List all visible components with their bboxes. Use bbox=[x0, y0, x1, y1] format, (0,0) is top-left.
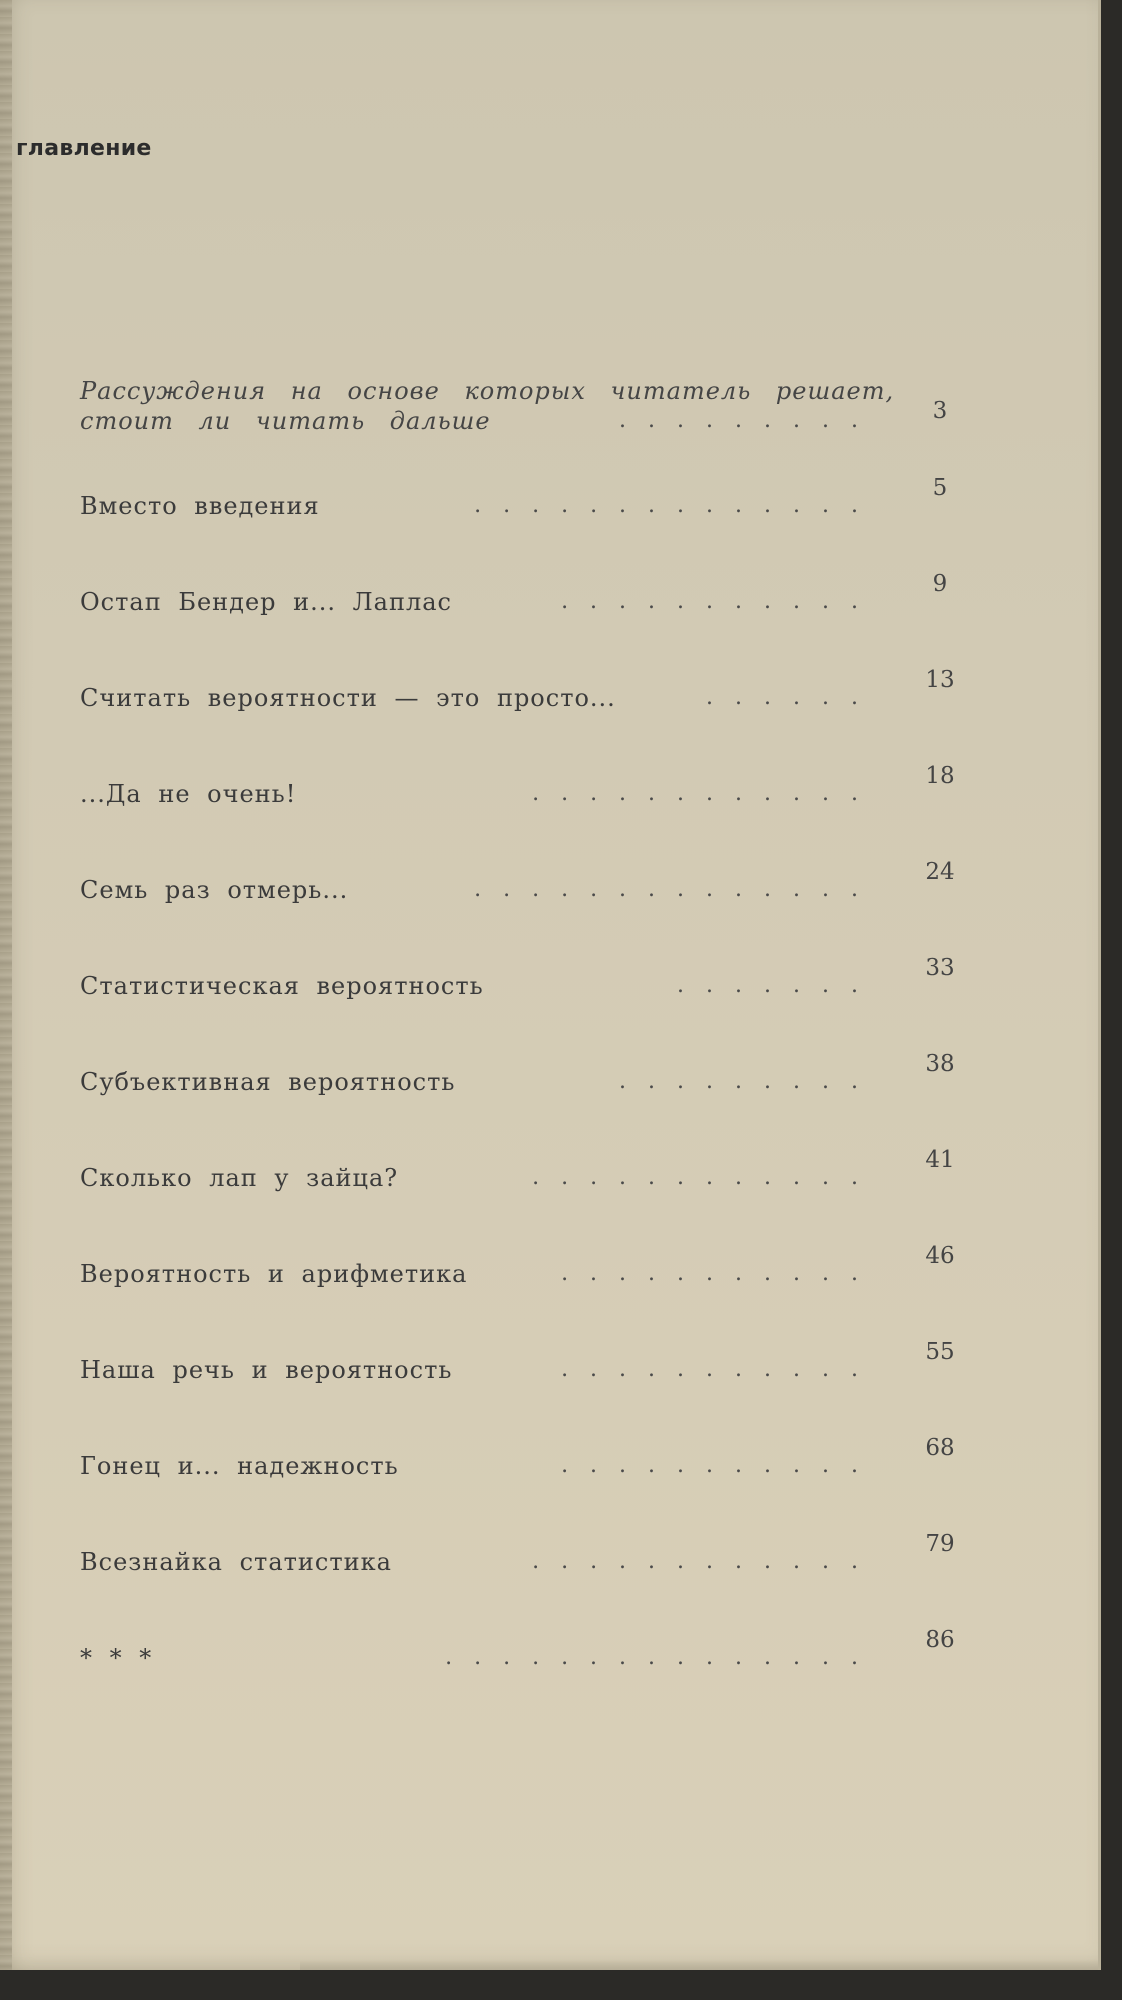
toc-entry-title-line: Субъективная вероятность bbox=[80, 1068, 456, 1096]
dot-leader: ............ bbox=[532, 781, 880, 806]
dot-leader: ............ bbox=[532, 1549, 880, 1574]
dot-leader: ........... bbox=[561, 1453, 880, 1478]
toc-page-number: 38 bbox=[925, 1051, 955, 1077]
toc-entry-title bbox=[80, 683, 616, 713]
toc-entry-title-line: Сколько лап у зайца? bbox=[80, 1164, 399, 1192]
dot-leader: ............ bbox=[532, 1165, 880, 1190]
dot-leader: .............. bbox=[474, 877, 880, 902]
toc-entry-title-line: Вместо введения bbox=[80, 492, 320, 520]
toc-entry-title bbox=[80, 491, 320, 521]
toc-entry-title bbox=[80, 587, 452, 617]
toc-entry bbox=[80, 859, 980, 971]
toc-entry-title-line: Считать вероятности — это просто... bbox=[80, 684, 616, 712]
toc-entry-title-line: Остап Бендер и... Лаплас bbox=[80, 588, 452, 616]
page-bottom-edge bbox=[300, 1960, 1098, 1970]
dot-leader: ........... bbox=[561, 589, 880, 614]
toc-entry bbox=[80, 1435, 980, 1547]
toc-entry-title-line: Гонец и... надежность bbox=[80, 1452, 399, 1480]
toc-entry-title bbox=[80, 875, 348, 905]
toc-entry bbox=[80, 1051, 980, 1163]
toc-entry-title-line: Семь раз отмерь... bbox=[80, 876, 349, 904]
toc-page-number: 33 bbox=[925, 955, 955, 981]
toc-page-number: 55 bbox=[925, 1339, 955, 1365]
toc-entry-title bbox=[80, 1451, 399, 1481]
toc-entry-title bbox=[80, 1643, 152, 1673]
toc-page-number: 9 bbox=[932, 571, 948, 597]
dot-leader: ............... bbox=[445, 1645, 880, 1670]
toc-entry-title-line: * * * bbox=[80, 1644, 153, 1672]
toc-page-number: 68 bbox=[925, 1435, 955, 1461]
toc-entry-title-line: Вероятность и арифметика bbox=[80, 1260, 468, 1288]
toc-entry bbox=[80, 1339, 980, 1451]
toc-entry-title bbox=[80, 779, 296, 809]
dot-leader: .............. bbox=[474, 493, 880, 518]
toc-page-number: 3 bbox=[932, 398, 948, 424]
dot-leader: ......... bbox=[619, 408, 880, 433]
toc-entry-title bbox=[80, 971, 484, 1001]
toc-entry-title bbox=[80, 1067, 455, 1097]
toc-entry-title-line: Статистическая вероятность bbox=[80, 972, 484, 1000]
dot-leader: ........... bbox=[561, 1261, 880, 1286]
section-header: главление bbox=[16, 136, 152, 161]
toc-page-number: 24 bbox=[925, 859, 955, 885]
toc-entry bbox=[80, 1531, 980, 1643]
toc-entry-title bbox=[80, 1163, 398, 1193]
toc-page-number: 18 bbox=[925, 763, 955, 789]
toc-entry bbox=[80, 571, 980, 683]
dot-leader: ...... bbox=[706, 685, 880, 710]
toc-entry-title bbox=[80, 1355, 452, 1385]
toc-page-number: 46 bbox=[925, 1243, 955, 1269]
toc-page-number: 5 bbox=[932, 475, 948, 501]
toc-entry bbox=[80, 1627, 980, 1739]
toc-entry bbox=[80, 475, 980, 587]
toc-page-number: 79 bbox=[925, 1531, 955, 1557]
dot-leader: ....... bbox=[677, 973, 880, 998]
toc-page-number: 86 bbox=[925, 1627, 955, 1653]
toc-entry bbox=[80, 1147, 980, 1259]
dot-leader: ......... bbox=[619, 1069, 880, 1094]
toc-entry bbox=[80, 1243, 980, 1355]
toc-entry bbox=[80, 763, 980, 875]
toc-entry-title bbox=[80, 1259, 467, 1289]
toc-page-number: 41 bbox=[925, 1147, 955, 1173]
toc-entry-title bbox=[80, 1547, 392, 1577]
toc-entry-title-line: Всезнайка статистика bbox=[80, 1548, 392, 1576]
toc-entry bbox=[80, 955, 980, 1067]
toc-entry-title-line: Наша речь и вероятность bbox=[80, 1356, 453, 1384]
toc-entry-title-line: стоит ли читать дальше bbox=[80, 407, 491, 435]
table-of-contents bbox=[80, 376, 980, 1739]
binding-edge bbox=[0, 0, 12, 1970]
toc-entry-title-line: ...Да не очень! bbox=[80, 780, 297, 808]
toc-entry bbox=[80, 667, 980, 779]
toc-entry-title-line: Рассуждения на основе которых читатель решает, bbox=[80, 377, 895, 405]
toc-entry bbox=[80, 376, 980, 491]
dot-leader: ........... bbox=[561, 1357, 880, 1382]
toc-page-number: 13 bbox=[925, 667, 955, 693]
